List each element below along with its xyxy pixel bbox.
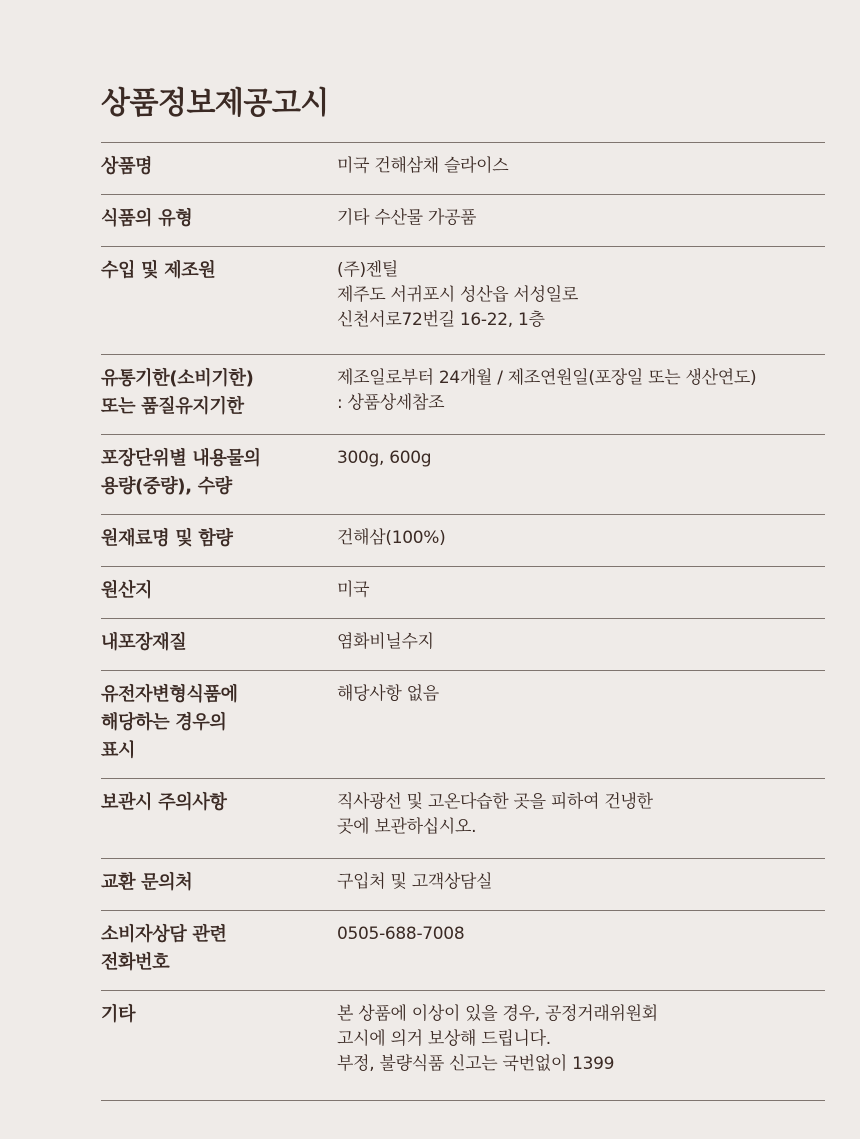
row-value: [337, 921, 825, 976]
row-label-line: 내포장재질: [101, 632, 187, 653]
row-value: [337, 789, 825, 844]
product-info-notice: [101, 0, 825, 1101]
row-label-line: 용량(중량), 수량: [101, 476, 232, 497]
row-label: [101, 525, 337, 552]
table-row: [101, 435, 825, 515]
row-value-line: 미국: [337, 580, 370, 600]
row-value: [337, 681, 825, 764]
row-label-line: 포장단위별 내용물의: [101, 448, 261, 469]
row-label: [101, 921, 337, 976]
row-value: [337, 1001, 825, 1086]
table-row: [101, 619, 825, 671]
row-label-line: 해당하는 경우의: [101, 712, 227, 733]
row-label-line: 유통기한(소비기한): [101, 368, 254, 389]
table-row: [101, 515, 825, 567]
row-value-line: (주)젠틸: [337, 260, 399, 280]
row-value: [337, 257, 825, 340]
row-label: [101, 257, 337, 340]
row-label-line: 상품명: [101, 156, 153, 177]
row-value-line: 미국 건해삼채 슬라이스: [337, 156, 509, 176]
row-label: [101, 869, 337, 896]
row-value-line: 직사광선 및 고온다습한 곳을 피하여 건냉한: [337, 792, 653, 812]
row-label: [101, 681, 337, 764]
row-label: [101, 789, 337, 844]
row-value-line: 부정, 불량식품 신고는 국번없이 1399: [337, 1054, 615, 1074]
table-row: [101, 859, 825, 911]
row-label: [101, 153, 337, 180]
table-row: [101, 671, 825, 779]
row-value-line: 제조일로부터 24개월 / 제조연원일(포장일 또는 생산연도): [337, 368, 757, 388]
row-label-line: 수입 및 제조원: [101, 260, 216, 281]
row-label-line: 교환 문의처: [101, 872, 193, 893]
row-value-line: 신천서로72번길 16-22, 1층: [337, 310, 545, 330]
row-value: [337, 445, 825, 500]
table-row: [101, 247, 825, 355]
row-label-line: 원재료명 및 함량: [101, 528, 233, 549]
row-value: [337, 365, 825, 420]
row-value-line: 기타 수산물 가공품: [337, 208, 477, 228]
table-row: [101, 567, 825, 619]
row-label: [101, 1001, 337, 1086]
row-label-line: 표시: [101, 740, 136, 761]
row-value: [337, 629, 825, 656]
row-value: [337, 205, 825, 232]
row-value-line: 건해삼(100%): [337, 528, 446, 548]
table-row: [101, 991, 825, 1101]
row-value-line: : 상품상세참조: [337, 393, 445, 413]
row-label-line: 또는 품질유지기한: [101, 396, 244, 417]
row-label-line: 기타: [101, 1004, 136, 1025]
row-value-line: 본 상품에 이상이 있을 경우, 공정거래위원회: [337, 1004, 658, 1024]
table-row: [101, 779, 825, 859]
row-value: [337, 525, 825, 552]
row-value-line: 구입처 및 고객상담실: [337, 872, 493, 892]
row-label-line: 유전자변형식품에: [101, 684, 238, 705]
row-value-line: 300g, 600g: [337, 448, 432, 468]
row-value-line: 0505-688-7008: [337, 924, 465, 944]
row-value-line: 제주도 서귀포시 성산읍 서성일로: [337, 285, 579, 305]
row-label-line: 식품의 유형: [101, 208, 193, 229]
table-row: [101, 355, 825, 435]
row-label: [101, 577, 337, 604]
row-value: [337, 869, 825, 896]
row-value: [337, 153, 825, 180]
row-value-line: 고시에 의거 보상해 드립니다.: [337, 1029, 551, 1049]
row-label: [101, 629, 337, 656]
row-label: [101, 445, 337, 500]
row-value-line: 해당사항 없음: [337, 684, 439, 704]
table-row: [101, 911, 825, 991]
row-label-line: 소비자상담 관련: [101, 924, 227, 945]
table-row: [101, 143, 825, 195]
row-label: [101, 365, 337, 420]
product-info-table: [101, 142, 825, 1101]
row-label: [101, 205, 337, 232]
page-title: 상품정보제공고시: [101, 86, 329, 121]
row-label-line: 원산지: [101, 580, 153, 601]
row-label-line: 전화번호: [101, 952, 170, 973]
row-label-line: 보관시 주의사항: [101, 792, 227, 813]
row-value-line: 염화비닐수지: [337, 632, 434, 652]
row-value-line: 곳에 보관하십시오.: [337, 817, 477, 837]
table-row: [101, 195, 825, 247]
row-value: [337, 577, 825, 604]
